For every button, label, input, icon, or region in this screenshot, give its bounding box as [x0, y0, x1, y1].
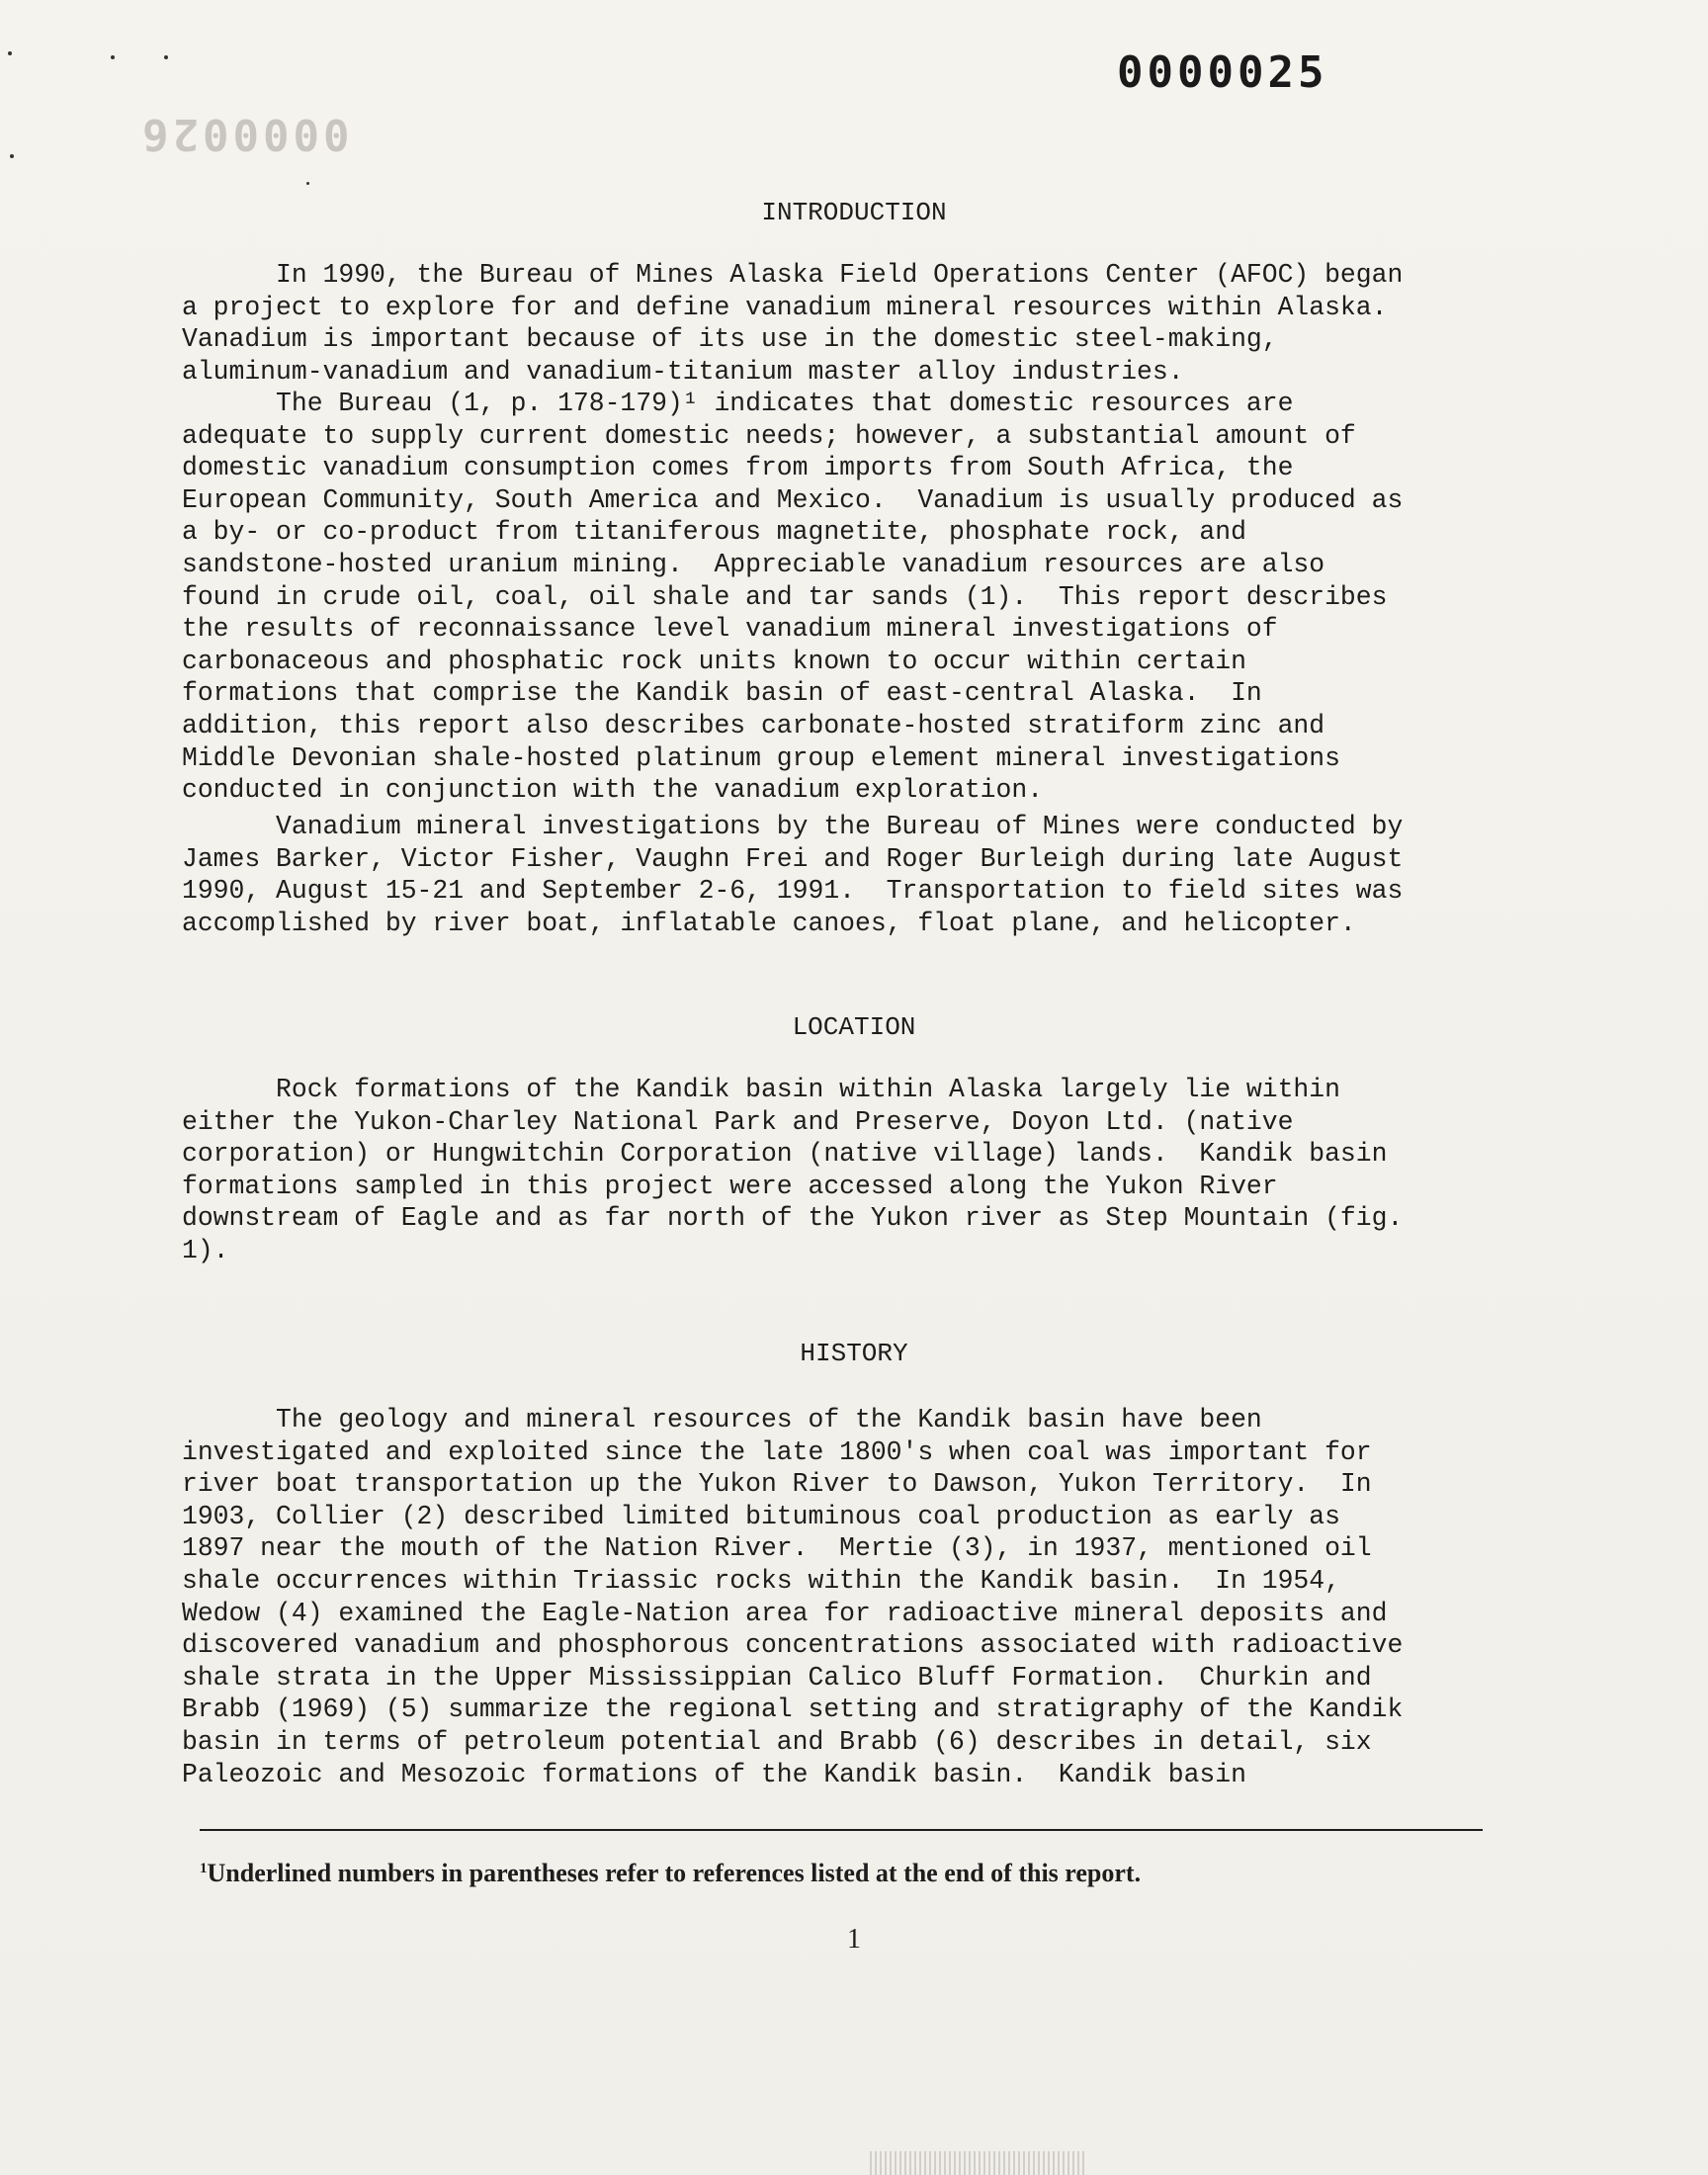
- scan-speck: [8, 51, 12, 55]
- location-heading: LOCATION: [792, 1012, 916, 1042]
- text-line: discovered vanadium and phosphorous concentrations associated with radioactive: [182, 1630, 1404, 1661]
- text-line: conducted in conjunction with the vanadium exploration.: [182, 775, 1044, 806]
- scan-speck: [10, 154, 14, 158]
- text-line: The geology and mineral resources of the Kandik basin have been: [182, 1405, 1262, 1435]
- text-line: corporation) or Hungwitchin Corporation (native village) lands. Kandik basin: [182, 1139, 1388, 1170]
- bleed-through-stamp: 0000026: [138, 109, 350, 159]
- text-line: the results of reconnaissance level vanadium mineral investigations of: [182, 614, 1278, 645]
- text-line: adequate to supply current domestic needs; however, a substantial amount of: [182, 420, 1356, 451]
- scan-artifact: [870, 2151, 1087, 2175]
- footnote-divider: [200, 1829, 1483, 1831]
- text-line: Vanadium is important because of its use in the domestic steel-making,: [182, 324, 1278, 355]
- history-heading: HISTORY: [800, 1339, 908, 1368]
- text-line: found in crude oil, coal, oil shale and tar sands (1). This report describes: [182, 581, 1388, 612]
- text-line: Paleozoic and Mesozoic formations of the Kandik basin. Kandik basin: [182, 1759, 1246, 1789]
- text-line: either the Yukon-Charley National Park and Preserve, Doyon Ltd. (native: [182, 1106, 1294, 1137]
- scan-speck: [306, 182, 309, 185]
- text-line: a by- or co-product from titaniferous magnetite, phosphate rock, and: [182, 517, 1246, 548]
- text-line: aluminum-vanadium and vanadium-titanium master alloy industries.: [182, 356, 1184, 387]
- text-line: Rock formations of the Kandik basin within Alaska largely lie within: [182, 1075, 1340, 1104]
- text-line: formations sampled in this project were accessed along the Yukon River: [182, 1171, 1278, 1201]
- text-line: Brabb (1969) (5) summarize the regional setting and stratigraphy of the Kandik: [182, 1695, 1404, 1725]
- text-line: domestic vanadium consumption comes from imports from South Africa, the: [182, 453, 1294, 483]
- text-line: shale strata in the Upper Mississippian Calico Bluff Formation. Churkin and: [182, 1662, 1372, 1693]
- text-line: investigated and exploited since the late 1800's when coal was important for: [182, 1436, 1372, 1467]
- text-line: Vanadium mineral investigations by the Bureau of Mines were conducted by: [182, 812, 1404, 841]
- text-line: river boat transportation up the Yukon River to Dawson, Yukon Territory. In: [182, 1469, 1372, 1500]
- text-line: basin in terms of petroleum potential and Brabb (6) describes in detail, six: [182, 1726, 1372, 1757]
- footnote-marker: 1: [200, 1861, 208, 1876]
- text-line: In 1990, the Bureau of Mines Alaska Field Operations Center (AFOC) began: [182, 260, 1404, 290]
- introduction-paragraph-2: [182, 388, 1496, 807]
- text-line: carbonaceous and phosphatic rock units known to occur within certain: [182, 646, 1246, 676]
- footnote-text: Underlined numbers in parentheses refer to references listed at the end of this report.: [207, 1859, 1142, 1887]
- text-line: Middle Devonian shale-hosted platinum group element mineral investigations: [182, 742, 1340, 773]
- location-paragraph: [182, 1074, 1496, 1267]
- text-line: 1990, August 15-21 and September 2-6, 1991. Transportation to field sites was: [182, 876, 1404, 907]
- text-line: 1897 near the mouth of the Nation River. Mertie (3), in 1937, mentioned oil: [182, 1533, 1372, 1564]
- introduction-heading: INTRODUCTION: [761, 198, 947, 227]
- text-line: The Bureau (1, p. 178-179)¹ indicates that domestic resources are: [182, 389, 1294, 418]
- text-line: sandstone-hosted uranium mining. Appreciable vanadium resources are also: [182, 549, 1325, 579]
- text-line: Wedow (4) examined the Eagle-Nation area for radioactive mineral deposits and: [182, 1598, 1388, 1628]
- text-line: accomplished by river boat, inflatable canoes, float plane, and helicopter.: [182, 908, 1356, 938]
- text-line: downstream of Eagle and as far north of the Yukon river as Step Mountain (fig.: [182, 1203, 1404, 1234]
- text-line: formations that comprise the Kandik basin of east-central Alaska. In: [182, 678, 1262, 709]
- introduction-paragraph-3: [182, 811, 1496, 939]
- text-line: James Barker, Victor Fisher, Vaughn Frei and Roger Burleigh during late August: [182, 843, 1404, 874]
- history-paragraph: [182, 1404, 1496, 1790]
- scan-speck: [164, 55, 168, 59]
- text-line: addition, this report also describes carbonate-hosted stratiform zinc and: [182, 710, 1325, 740]
- introduction-paragraph-1: [182, 259, 1496, 388]
- text-line: 1).: [182, 1235, 229, 1265]
- text-line: shale occurrences within Triassic rocks within the Kandik basin. In 1954,: [182, 1565, 1340, 1596]
- scan-speck: [111, 55, 115, 59]
- document-number-stamp: 0000025: [1117, 47, 1328, 98]
- page-number: 1: [847, 1924, 861, 1955]
- text-line: 1903, Collier (2) described limited bituminous coal production as early as: [182, 1501, 1340, 1531]
- text-line: European Community, South America and Mexico. Vanadium is usually produced as: [182, 484, 1404, 515]
- text-line: a project to explore for and define vanadium mineral resources within Alaska.: [182, 292, 1388, 322]
- footnote: [200, 1859, 1485, 1888]
